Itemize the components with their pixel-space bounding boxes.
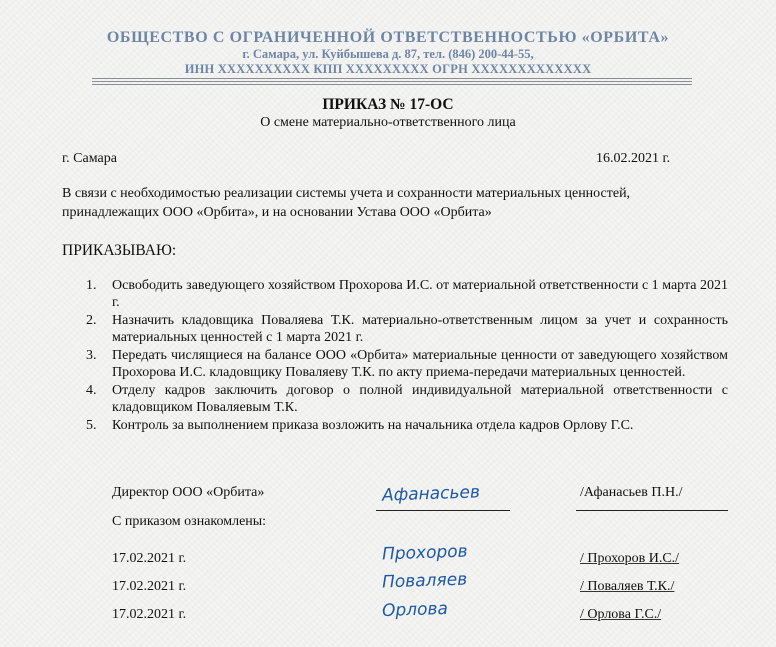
company-address: г. Самара, ул. Куйбышева д. 87, тел. (846) 200-44-55, [242,47,534,61]
order-item [62,418,728,435]
order-item-number: 3. [86,348,97,363]
order-item [62,278,728,311]
ack-signature: Орлова [381,598,449,622]
order-subtitle: О смене материально-ответственного лица [260,115,516,130]
header-rule [92,81,692,82]
header-rule [92,78,692,79]
director-name: /Афанасьев П.Н./ [580,485,683,500]
company-ids: ИНН ХХХХХХХХХХ КПП ХХХХХХХХХ ОГРН ХХХХХХХХХХХХХ [184,62,592,76]
preamble-line-2: принадлежащих ООО «Орбита», и на основании Устава ООО «Орбита» [62,205,492,220]
order-item-text: Назначить кладовщика Поваляева Т.К. материально-ответственным лицом за учет и сохранность материальных ценностей с 1 марта 2021 г. [112,313,728,345]
order-items-list [62,278,728,437]
director-signature-line [376,510,510,511]
order-item-number: 1. [86,278,97,293]
ack-signature: Прохоров [381,541,468,565]
ack-date: 17.02.2021 г. [112,579,187,594]
order-city: г. Самара [62,151,117,166]
orders-heading: ПРИКАЗЫВАЮ: [62,242,177,259]
ack-name: / Поваляев Т.К./ [580,579,675,594]
order-title: ПРИКАЗ № 17-ОС [322,96,454,113]
order-item-number: 4. [86,383,97,398]
order-item-text: Отделу кадров заключить договор о полной индивидуальной материальной ответственности с кладовщиком Поваляевым Т.К. [112,383,728,415]
ack-name: / Орлова Г.С./ [580,607,662,622]
order-item [62,313,728,346]
order-item-text: Контроль за выполнением приказа возложить на начальника отдела кадров Орлову Г.С. [112,418,634,433]
ack-date: 17.02.2021 г. [112,607,187,622]
preamble-line-1: В связи с необходимостью реализации системы учета и сохранности материальных ценностей, [62,186,631,201]
header-rule [92,84,692,85]
company-name: ОБЩЕСТВО С ОГРАНИЧЕННОЙ ОТВЕТСТВЕННОСТЬЮ «ОРБИТА» [106,29,670,46]
ack-signature: Поваляев [381,569,468,593]
order-item-number: 5. [86,418,97,433]
director-name-line [576,510,728,511]
order-item-number: 2. [86,313,97,328]
order-item-text: Передать числящиеся на балансе ООО «Орбита» материальные ценности от заведующего хозяйством Прохорова И.С. кладовщику Поваляеву Т.К. по акту приема-передачи материальных ценностей. [112,348,728,380]
order-item [62,383,728,416]
order-item [62,348,728,381]
order-item-text: Освободить заведующего хозяйством Прохорова И.С. от материальной ответственности с 1 марта 2021 г. [112,278,728,310]
ack-name: / Прохоров И.С./ [580,551,680,566]
ack-date: 17.02.2021 г. [112,551,187,566]
acknowledged-label: С приказом ознакомлены: [112,514,267,529]
director-label: Директор ООО «Орбита» [112,485,265,500]
director-signature: Афанасьев [381,482,481,506]
order-date: 16.02.2021 г. [596,151,671,166]
